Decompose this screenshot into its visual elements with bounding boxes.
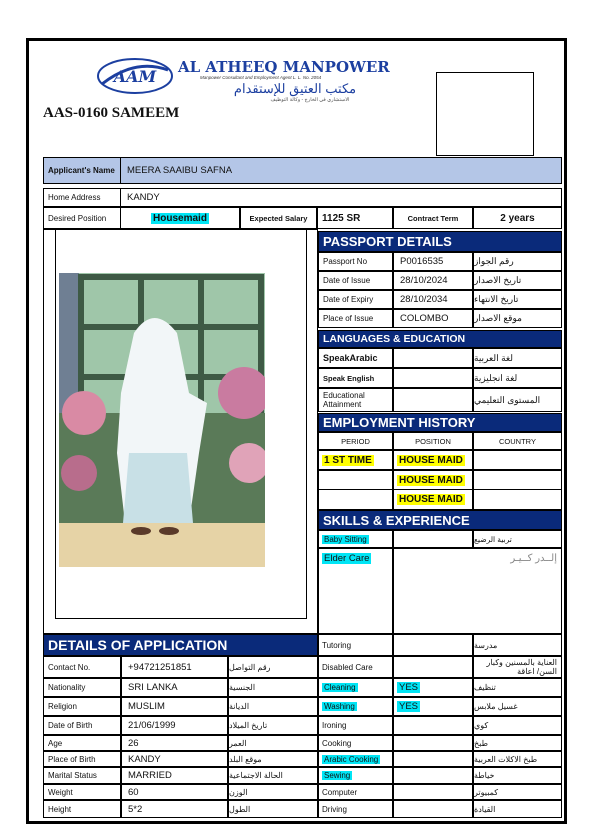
education-ar: المستوى التعليمي: [473, 388, 562, 412]
company-subtitle: Manpower Consultant and Employment Agent L. L. No. 2054: [200, 75, 322, 80]
home-address: KANDY: [120, 188, 562, 207]
application-row-value: 21/06/1999: [121, 716, 228, 735]
applicant-photo: [59, 273, 265, 567]
skill-baby-sitting-label: Baby Sitting: [324, 534, 367, 544]
employment-row-country: [473, 489, 562, 510]
duty-row-arabic: القيادة: [473, 800, 562, 818]
skill-baby-sitting-value: [393, 530, 473, 548]
lang-arabic-ar: لغة العربية: [473, 348, 562, 368]
application-row-label: Date of Birth: [43, 716, 121, 735]
application-row-label: Nationality: [43, 678, 121, 697]
contract-term: 2 years: [473, 207, 562, 229]
employment-col-period: PERIOD: [318, 432, 393, 450]
employment-header: EMPLOYMENT HISTORY: [318, 413, 562, 432]
employment-row-period: [318, 450, 393, 470]
passport-row-label: Place of Issue: [318, 309, 393, 328]
duty-value-text: YES: [399, 701, 419, 712]
employment-row-position: [393, 489, 473, 510]
desired-position: Housemaid: [153, 212, 207, 224]
duty-row-value: [393, 751, 473, 767]
lang-english-label: Speak English: [318, 368, 393, 388]
employment-row-country: [473, 450, 562, 470]
application-row-value: SRI LANKA: [121, 678, 228, 697]
duty-row-arabic: خياطة: [473, 767, 562, 784]
employment-row-country: [473, 470, 562, 490]
skills-header: SKILLS & EXPERIENCE: [318, 510, 562, 530]
expected-salary: 1125 SR: [317, 207, 393, 229]
education-label: Educational Attainment: [318, 388, 393, 412]
application-row-arabic: رقم التواصل: [228, 656, 318, 678]
application-row-label: Weight: [43, 784, 121, 800]
application-row-arabic: موقع البلد: [228, 751, 318, 767]
application-row-label: Age: [43, 735, 121, 751]
application-row-label: Marital Status: [43, 767, 121, 784]
duty-row-arabic: طبخ: [473, 735, 562, 751]
lang-english-ar: لغة انجليزية: [473, 368, 562, 388]
company-subtitle-arabic: الاستشاري في الخارج - وكالة التوظيف: [270, 97, 350, 103]
languages-header: LANGUAGES & EDUCATION: [318, 330, 562, 348]
duty-row-value: [393, 735, 473, 751]
duty-row-label: [318, 751, 393, 767]
duty-row-label: [318, 716, 393, 735]
application-row-arabic: الجنسية: [228, 678, 318, 697]
application-row-value: 60: [121, 784, 228, 800]
duty-label-text: Computer: [322, 787, 358, 797]
skill-elder-care-ar-text: إلــدر كــيـر: [510, 553, 557, 564]
skill-elder-care-ar: [393, 548, 562, 634]
application-row-value: 5*2: [121, 800, 228, 818]
company-name-arabic: مكتب العتيق للإستقدام: [233, 81, 357, 96]
application-row-arabic: الوزن: [228, 784, 318, 800]
application-row-value: KANDY: [121, 751, 228, 767]
duty-row-label: [318, 784, 393, 800]
passport-row-arabic: تاريخ الانتهاء: [473, 290, 562, 309]
duty-row-value: [393, 800, 473, 818]
passport-row-arabic: رقم الجواز: [473, 252, 562, 271]
duty-row-value: [393, 767, 473, 784]
duty-row-label: [318, 697, 393, 716]
employment-period-text: 1 ST TIME: [324, 454, 372, 466]
applicant-name: MEERA SAAIBU SAFNA: [120, 157, 562, 184]
application-row-value: +94721251851: [121, 656, 228, 678]
employment-position-text: HOUSE MAID: [399, 494, 463, 505]
passport-row-arabic: موقع الاصدار: [473, 309, 562, 328]
duty-row-value: [393, 716, 473, 735]
duty-label-text: Washing: [324, 702, 355, 711]
duty-row-arabic: كمبيوتر: [473, 784, 562, 800]
passport-row-value: 28/10/2034: [393, 290, 473, 309]
passport-row-label: Date of Expiry: [318, 290, 393, 309]
home-address-label: Home Address: [43, 188, 121, 207]
skill-elder-care: [318, 548, 393, 634]
duty-row-arabic: كوي: [473, 716, 562, 735]
duty-row-arabic: تنظيف: [473, 678, 562, 697]
applicant-name-label: Applicant's Name: [43, 157, 121, 184]
duty-label-text: Sewing: [324, 771, 351, 780]
education-value: [393, 388, 473, 412]
contract-term-label: Contract Term: [393, 207, 473, 229]
employment-position-text: HOUSE MAID: [399, 474, 463, 486]
employment-col-position: POSITION: [393, 432, 473, 450]
duty-row-arabic: مدرسة: [473, 634, 562, 656]
svg-text:AAM: AAM: [113, 67, 157, 86]
company-logo: [96, 56, 174, 96]
duty-row-arabic: العناية بالمسنين وكبار السن/ اعاقة: [473, 656, 562, 678]
application-row-label: Contact No.: [43, 656, 121, 678]
employment-position-text: HOUSE MAID: [399, 454, 463, 466]
passport-row-value: COLOMBO: [393, 309, 473, 328]
duty-label-text: Driving: [322, 804, 347, 814]
expected-salary-label: Expected Salary: [240, 207, 317, 229]
employment-row-period: [318, 470, 393, 490]
duty-row-label: [318, 634, 393, 656]
lang-arabic-label: SpeakArabic: [318, 348, 393, 368]
duty-label-text: Tutoring: [322, 640, 352, 650]
duty-row-arabic: طبخ الاكلات العربية: [473, 751, 562, 767]
desired-position-cell: [120, 207, 240, 229]
application-row-label: Height: [43, 800, 121, 818]
passport-row-value: P0016535: [393, 252, 473, 271]
duty-row-label: [318, 656, 393, 678]
duty-row-value: [393, 656, 473, 678]
duty-row-label: [318, 800, 393, 818]
skill-baby-sitting-ar: تربية الرضيع: [473, 530, 562, 548]
application-row-value: MUSLIM: [121, 697, 228, 716]
application-row-arabic: تاريخ الميلاد: [228, 716, 318, 735]
skill-baby-sitting: [318, 530, 393, 548]
duty-label-text: Ironing: [322, 721, 347, 730]
employment-row-position: [393, 470, 473, 490]
duty-row-value: [393, 784, 473, 800]
duty-row-label: [318, 767, 393, 784]
duty-label-text: Cleaning: [324, 683, 356, 692]
application-row-arabic: العمر: [228, 735, 318, 751]
duty-row-label: [318, 735, 393, 751]
desired-position-label: Desired Position: [43, 207, 121, 229]
duty-row-value: [393, 678, 473, 697]
id-photo-box: [436, 72, 534, 156]
duty-row-label: [318, 678, 393, 697]
duty-row-arabic: غسيل ملابس: [473, 697, 562, 716]
application-row-arabic: الطول: [228, 800, 318, 818]
application-header: DETAILS OF APPLICATION: [43, 634, 318, 656]
duty-label-text: Disabled Care: [322, 662, 373, 672]
lang-arabic-value: [393, 348, 473, 368]
passport-row-value: 28/10/2024: [393, 271, 473, 290]
duty-label-text: Cooking: [322, 738, 352, 748]
application-row-label: Place of Birth: [43, 751, 121, 767]
employment-row-period: [318, 489, 393, 510]
application-row-value: MARRIED: [121, 767, 228, 784]
application-row-label: Religion: [43, 697, 121, 716]
passport-row-label: Date of Issue: [318, 271, 393, 290]
duty-row-value: [393, 634, 473, 656]
company-name: AL ATHEEQ MANPOWER: [178, 58, 390, 76]
employment-col-country: COUNTRY: [473, 432, 562, 450]
passport-row-label: Passport No: [318, 252, 393, 271]
application-row-arabic: الحالة الاجتماعية: [228, 767, 318, 784]
lang-english-value: [393, 368, 473, 388]
duty-row-value: [393, 697, 473, 716]
reference-title: AAS-0160 SAMEEM: [43, 105, 180, 121]
duty-label-text: Arabic Cooking: [324, 754, 379, 764]
passport-details-header: PASSPORT DETAILS: [318, 231, 562, 252]
employment-row-position: [393, 450, 473, 470]
application-row-value: 26: [121, 735, 228, 751]
application-row-arabic: الديانة: [228, 697, 318, 716]
duty-value-text: YES: [399, 682, 419, 693]
skill-elder-care-label: Elder Care: [324, 553, 370, 564]
passport-row-arabic: تاريخ الاصدار: [473, 271, 562, 290]
